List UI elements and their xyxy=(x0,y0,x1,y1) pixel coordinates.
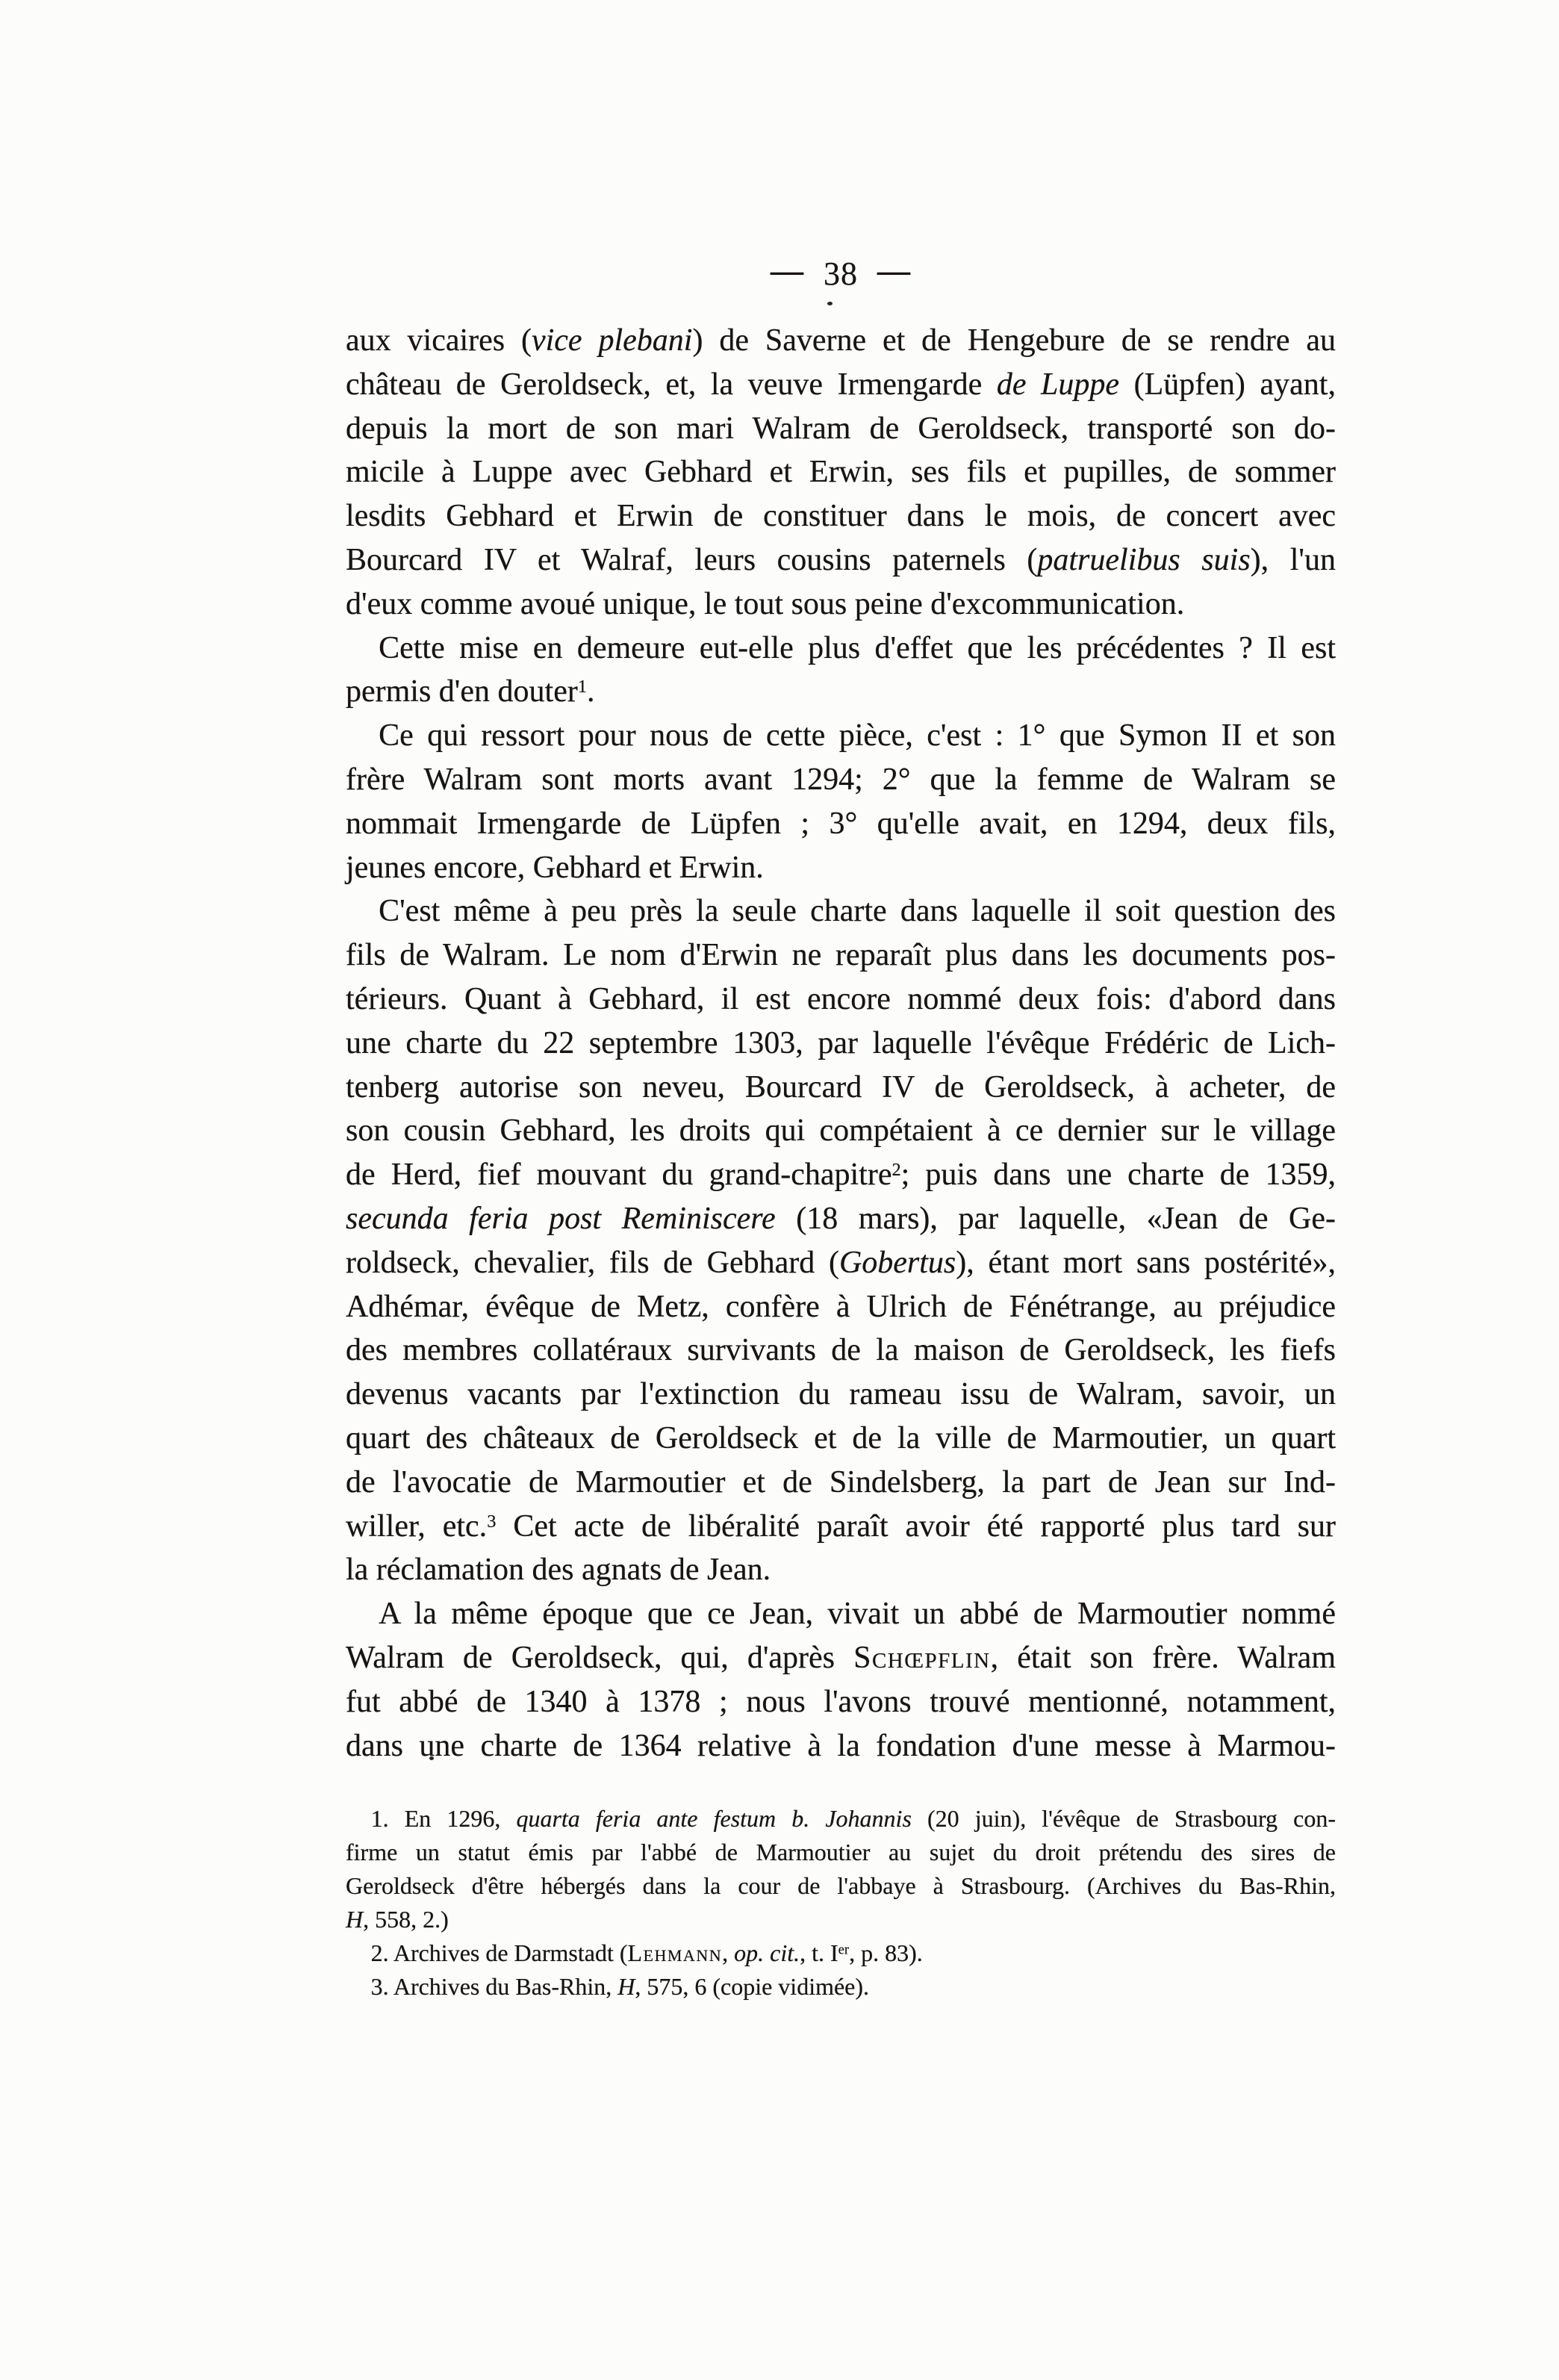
text-line xyxy=(346,450,1336,494)
text-line xyxy=(346,1836,1336,1869)
text-run: H xyxy=(346,1906,364,1933)
text-run: patruelibus suis xyxy=(1037,542,1251,577)
text-line xyxy=(346,1417,1336,1461)
text-run: Bourcard IV et Walraf, leurs cousins paternels ( xyxy=(346,542,1038,577)
text-run: la réclamation des agnats de Jean. xyxy=(346,1553,771,1588)
text-line xyxy=(346,363,1336,407)
text-run: micile à Luppe avec Gebhard et Erwin, ses fils et pupilles, de sommer xyxy=(346,455,1336,490)
measure-span xyxy=(346,1906,449,1933)
text-line xyxy=(346,1241,1336,1285)
text-run: quart des châteaux de Geroldseck et de la ville de Marmoutier, un quart xyxy=(346,1420,1336,1455)
paragraph xyxy=(346,627,1336,715)
text-run: des membres collatéraux survivants de la maison de Geroldseck, les fiefs xyxy=(346,1333,1336,1368)
text-run: op. cit. xyxy=(734,1939,800,1967)
text-line xyxy=(346,1373,1336,1417)
text-line xyxy=(346,1329,1336,1373)
text-line xyxy=(346,846,1336,890)
text-run: 3 xyxy=(487,1511,497,1532)
text-run: 3. Archives du Bas-Rhin, xyxy=(370,1973,618,2001)
text-line xyxy=(346,1153,1336,1197)
measure-span xyxy=(346,807,1336,841)
measure-span xyxy=(346,1377,1336,1411)
measure-span xyxy=(379,894,1336,928)
text-run: ), l'un xyxy=(1250,542,1336,577)
text-run: de Luppe xyxy=(996,367,1120,402)
text-run: lesdits Gebhard et Erwin de constituer dans le mois, de concert avec xyxy=(346,499,1336,534)
text-run: dans une charte de 1364 relative à la fondation d'une messe à Marmou- xyxy=(346,1728,1336,1763)
paragraph xyxy=(346,1592,1336,1768)
text-run: depuis la mort de son mari Walram de Geroldseck, transporté son do- xyxy=(346,411,1336,446)
text-run: d'eux comme avoué unique, le tout sous peine d'excommunication. xyxy=(346,586,1185,621)
paragraph xyxy=(346,1970,1336,2004)
text-run: Gobertus xyxy=(838,1245,956,1280)
text-run: tenberg autorise son neveu, Bourcard IV de Geroldseck, à acheter, de xyxy=(346,1069,1336,1104)
text-line xyxy=(346,978,1336,1022)
text-run: (Lüpfen) ayant, xyxy=(1119,367,1336,402)
measure-span xyxy=(346,1641,1336,1675)
text-line xyxy=(346,494,1336,538)
text-run: 1. En 1296, xyxy=(370,1805,517,1833)
text-run: frère Walram sont morts avant 1294; 2° que la femme de Walram se xyxy=(346,762,1336,797)
measure-span xyxy=(346,1070,1336,1104)
measure-span xyxy=(346,1729,1336,1763)
measure-span xyxy=(346,938,1336,972)
text-line xyxy=(346,1461,1336,1505)
text-run: ) de Saverne et de Hengebure de se rendre au xyxy=(692,323,1336,358)
text-run: C'est même à peu près la seule charte dans laquelle il soit question des xyxy=(379,894,1336,929)
measure-span xyxy=(346,1685,1336,1719)
text-line xyxy=(346,1022,1336,1066)
text-run: Walram de Geroldseck, qui, d'après xyxy=(346,1640,854,1675)
paragraph xyxy=(346,889,1336,1592)
measure-span xyxy=(379,631,1336,665)
text-run: fut abbé de 1340 à 1378 ; nous l'avons trouvé mentionné, notamment, xyxy=(346,1684,1336,1719)
text-line xyxy=(346,670,1336,714)
measure-span xyxy=(371,1973,869,2000)
text-run: willer, etc. xyxy=(346,1509,488,1544)
text-run: nommait Irmengarde de Lüpfen ; 3° qu'elle avait, en 1294, deux fils, xyxy=(346,806,1336,841)
text-run: jeunes encore, Gebhard et Erwin. xyxy=(346,850,764,885)
text-run: (20 juin), l'évêque de Strasbourg con- xyxy=(911,1805,1336,1833)
measure-span xyxy=(346,499,1336,533)
text-run: ), étant mort sans postérité», xyxy=(956,1245,1336,1280)
measure-span xyxy=(346,1290,1336,1324)
text-line xyxy=(346,1869,1336,1903)
text-run: , xyxy=(722,1939,735,1967)
text-line xyxy=(346,1285,1336,1329)
text-run: de l'avocatie de Marmoutier et de Sindelsberg, la part de Jean sur Ind- xyxy=(346,1464,1336,1500)
text-line xyxy=(346,1505,1336,1549)
measure-span xyxy=(371,1939,923,1966)
text-run: fils de Walram. Le nom d'Erwin ne reparaît plus dans les documents pos- xyxy=(346,938,1336,973)
text-line xyxy=(346,627,1336,671)
text-line xyxy=(346,889,1336,933)
measure-span xyxy=(346,587,1184,621)
folio-number: 38 xyxy=(824,255,858,292)
text-line xyxy=(346,758,1336,802)
footnotes-block xyxy=(346,1802,1336,2004)
text-run: quarta feria ante festum b. Johannis xyxy=(516,1805,912,1833)
text-run: de Herd, fief mouvant du grand-chapitre xyxy=(346,1158,892,1193)
text-column xyxy=(346,252,1336,2004)
measure-span xyxy=(346,1553,771,1587)
measure-span xyxy=(346,411,1336,446)
paragraph xyxy=(346,319,1336,627)
folio-right-dash: — xyxy=(877,252,911,289)
measure-span xyxy=(346,1158,1336,1192)
measure-span xyxy=(346,1246,1336,1280)
text-run: , p. 83). xyxy=(849,1939,923,1967)
main-text-block xyxy=(346,319,1336,1768)
text-run: son cousin Gebhard, les droits qui compétaient à ce dernier sur le village xyxy=(346,1113,1336,1149)
measure-span xyxy=(346,1509,1336,1544)
text-line xyxy=(346,538,1336,582)
text-line xyxy=(346,802,1336,846)
measure-span xyxy=(346,1026,1336,1060)
measure-span xyxy=(379,1597,1336,1631)
text-line xyxy=(346,1936,1336,1970)
text-line xyxy=(346,407,1336,451)
measure-span xyxy=(346,674,595,709)
paragraph xyxy=(346,1936,1336,1970)
measure-span xyxy=(346,323,1336,358)
measure-span xyxy=(346,1839,1336,1865)
text-run: er xyxy=(838,1942,850,1959)
text-line xyxy=(346,1903,1336,1936)
text-line xyxy=(346,1197,1336,1241)
text-run: , 558, 2.) xyxy=(363,1906,449,1933)
paragraph xyxy=(346,1802,1336,1936)
text-line xyxy=(346,933,1336,978)
text-run: A la même époque que ce Jean, vivait un abbé de Marmoutier nommé xyxy=(379,1597,1336,1632)
measure-span xyxy=(346,1421,1336,1455)
text-run: 1 xyxy=(577,677,588,697)
text-run: Lehmann xyxy=(627,1939,723,1967)
text-run: (18 mars), par laquelle, «Jean de Ge- xyxy=(775,1201,1336,1236)
text-line xyxy=(346,1636,1336,1680)
text-run: , était son frère. Walram xyxy=(990,1640,1336,1675)
text-run: permis d'en douter xyxy=(346,674,578,709)
measure-span xyxy=(346,1465,1336,1500)
text-run: Ce qui ressort pour nous de cette pièce, c'est : 1° que Symon II et son xyxy=(379,718,1336,754)
text-run: Cette mise en demeure eut-elle plus d'effet que les précédentes ? Il est xyxy=(379,630,1336,665)
text-line xyxy=(346,1109,1336,1153)
measure-span xyxy=(379,718,1336,753)
measure-span xyxy=(346,1872,1336,1899)
text-run: château de Geroldseck, et, la veuve Irmengarde xyxy=(346,367,997,402)
text-run: 2 xyxy=(891,1159,901,1180)
text-run: , t. I xyxy=(800,1939,838,1967)
text-run: Cet acte de libéralité paraît avoir été rapporté plus tard sur xyxy=(496,1509,1336,1544)
text-line xyxy=(346,1592,1336,1636)
text-run: aux vicaires ( xyxy=(346,323,532,358)
measure-span xyxy=(346,1333,1336,1367)
text-run: ; puis dans une charte de 1359, xyxy=(900,1158,1336,1193)
text-line xyxy=(346,1724,1336,1768)
text-line xyxy=(346,1066,1336,1110)
measure-span xyxy=(346,1202,1336,1236)
text-run: . xyxy=(587,674,595,709)
text-run: 2. Archives de Darmstadt ( xyxy=(370,1939,628,1967)
text-line xyxy=(346,319,1336,363)
measure-span xyxy=(346,455,1336,489)
measure-span xyxy=(346,367,1336,402)
measure-span xyxy=(346,851,764,885)
text-run: firme un statut émis par l'abbé de Marmoutier au sujet du droit prétendu des sires de xyxy=(346,1839,1336,1866)
text-run: secunda feria post Reminiscere xyxy=(346,1201,776,1236)
text-run: H xyxy=(617,1973,635,2001)
text-run: Schœpflin xyxy=(853,1640,991,1675)
text-line xyxy=(346,582,1336,627)
text-run: une charte du 22 septembre 1303, par laquelle l'évêque Frédéric de Lich- xyxy=(346,1025,1336,1060)
text-line xyxy=(346,1970,1336,2004)
text-line xyxy=(346,1680,1336,1724)
measure-span xyxy=(346,982,1336,1016)
text-run: vice plebani xyxy=(531,323,693,358)
page-number xyxy=(346,252,1336,292)
text-run: roldseck, chevalier, fils de Gebhard ( xyxy=(346,1245,839,1280)
text-run: Geroldseck d'être hébergés dans la cour de l'abbaye à Strasbourg. (Archives du Bas-Rhin, xyxy=(346,1872,1336,1900)
measure-span xyxy=(346,543,1336,577)
measure-span xyxy=(346,762,1336,797)
text-run: térieurs. Quant à Gebhard, il est encore nommé deux fois: d'abord dans xyxy=(346,981,1336,1016)
measure-span xyxy=(371,1805,1336,1832)
text-line xyxy=(346,1548,1336,1592)
text-run: devenus vacants par l'extinction du rameau issu de Walram, savoir, un xyxy=(346,1377,1336,1412)
measure-span xyxy=(346,1113,1336,1148)
folio-left-dash: — xyxy=(771,252,804,289)
paragraph xyxy=(346,714,1336,889)
text-line xyxy=(346,714,1336,758)
text-run: , 575, 6 (copie vidimée). xyxy=(635,1973,870,2001)
text-run: Adhémar, évêque de Metz, confère à Ulrich de Fénétrange, au préjudice xyxy=(346,1289,1336,1324)
text-line xyxy=(346,1802,1336,1836)
